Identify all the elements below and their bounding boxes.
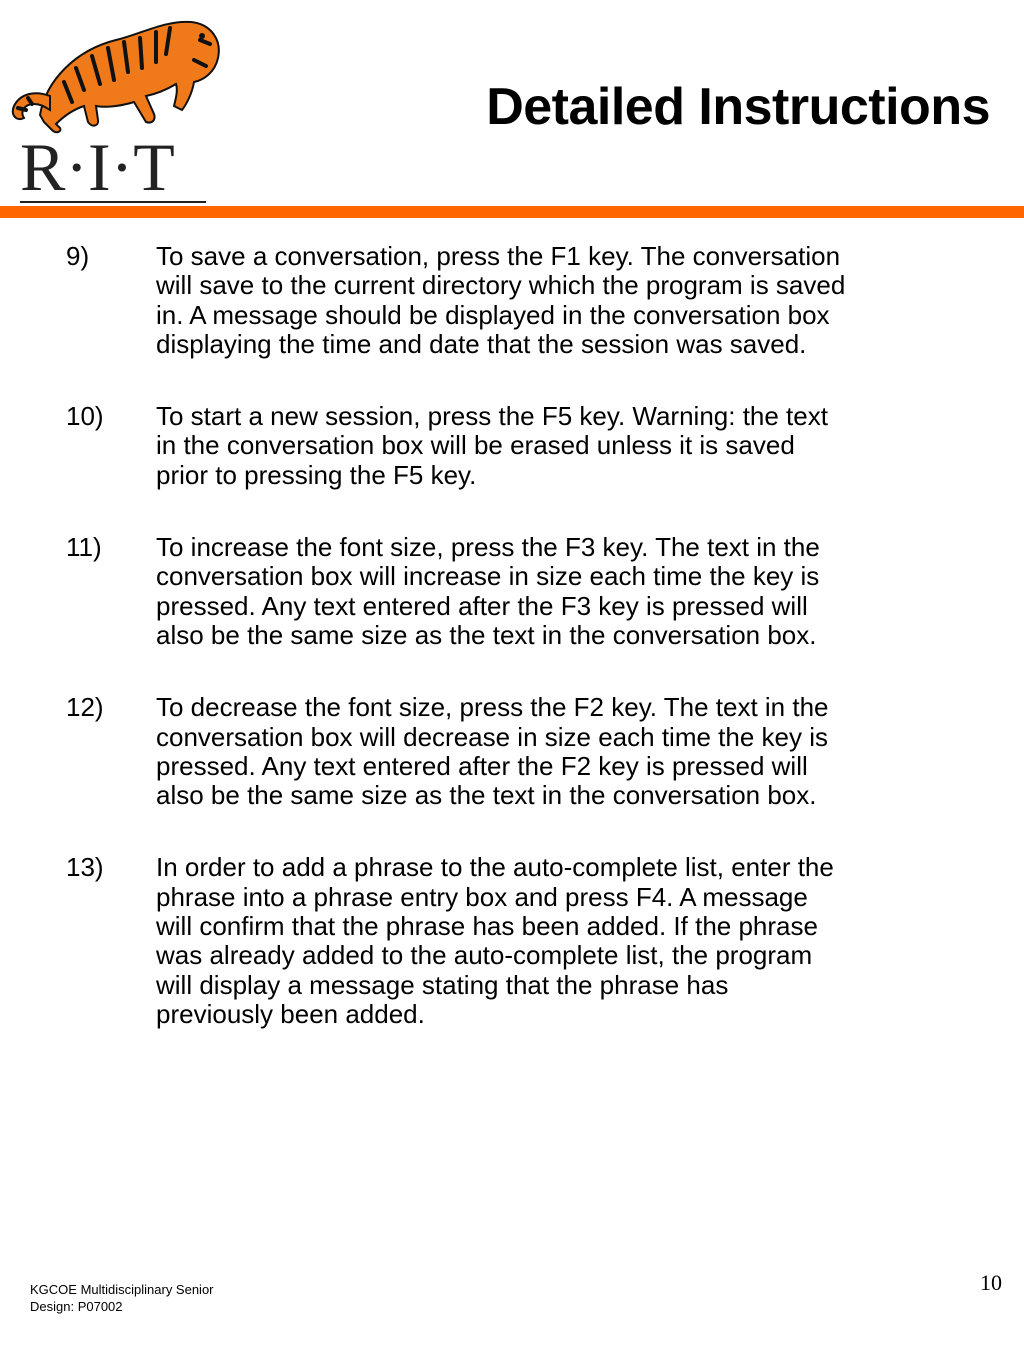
item-number: 13) [66, 852, 104, 883]
logo-text: R·I·T [20, 129, 175, 205]
list-item [0, 853, 1024, 1029]
list-item [0, 693, 1024, 810]
item-text: In order to add a phrase to the auto-complete list, enter the phrase into a phrase entry box and press F4. A message will confirm that the phrase has been added. If the phrase was already added to the auto-complete list, the program will display a message stating that the phrase has previously been added. [156, 852, 834, 1029]
list-item [0, 533, 1024, 650]
title-divider [0, 206, 1024, 218]
item-number: 11) [66, 532, 102, 563]
instruction-list [0, 242, 1024, 1072]
list-item [0, 242, 1024, 359]
item-number: 10) [66, 401, 104, 432]
item-number: 12) [66, 692, 104, 723]
rit-logo [6, 10, 226, 205]
footer-text: KGCOE Multidisciplinary Senior Design: P07002 [30, 1282, 214, 1314]
item-number: 9) [66, 241, 90, 271]
tiger-icon [6, 10, 226, 205]
page-number: 10 [980, 1270, 1002, 1295]
list-item [0, 402, 1024, 490]
item-text: To save a conversation, press the F1 key. The conversation will save to the current directory which the program is saved in. A message should be displayed in the conversation box displaying the time and date that the session was saved. [156, 241, 846, 359]
slide-title: Detailed Instructions [486, 78, 990, 136]
item-text: To start a new session, press the F5 key. Warning: the text in the conversation box will be erased unless it is saved prior to pressing the F5 key. [156, 401, 828, 490]
item-text: To increase the font size, press the F3 key. The text in the conversation box will increase in size each time the key is pressed. Any text entered after the F3 key is pressed will also be the same size as the text in the conversation box. [156, 532, 820, 650]
item-text: To decrease the font size, press the F2 key. The text in the conversation box will decrease in size each time the key is pressed. Any text entered after the F2 key is pressed will also be the same size as the text in the conversation box. [156, 692, 829, 811]
